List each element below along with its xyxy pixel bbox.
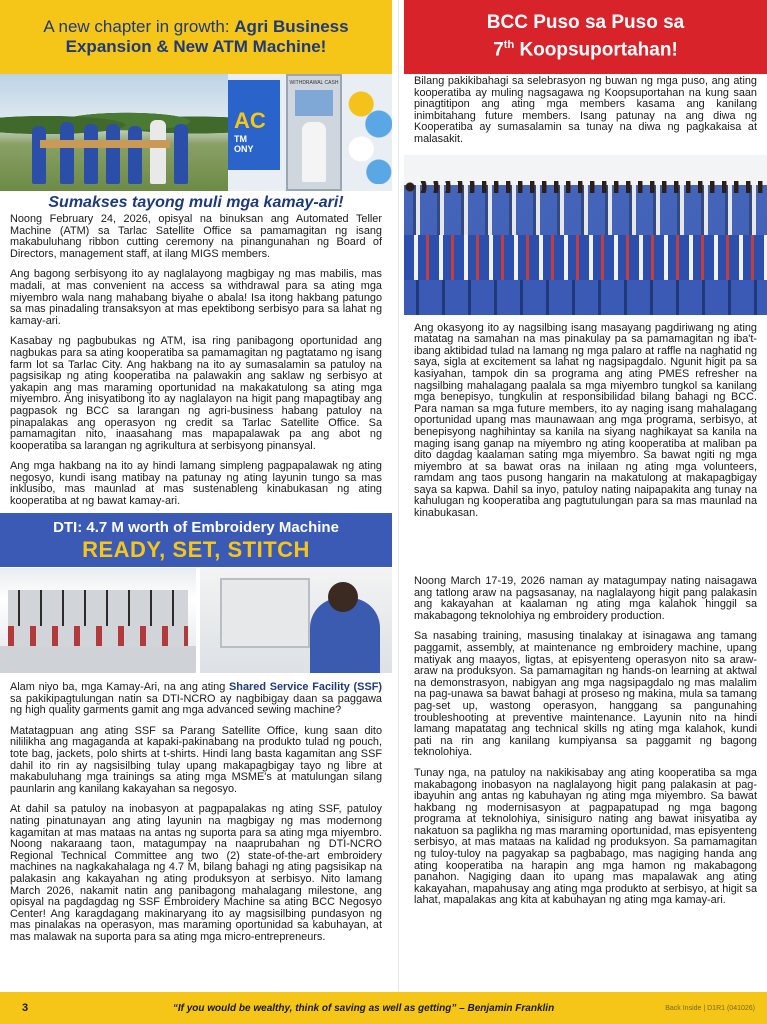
left-column (0, 0, 392, 508)
person (174, 124, 188, 184)
atm-withdrawal-label: WITHDRAWAL CASH (289, 80, 339, 86)
agri-header-bold-2: Expansion & New ATM Machine! (65, 37, 327, 56)
dti-banner (0, 513, 392, 567)
footer-code: Back Inside | D1R1 (041026) (665, 1004, 755, 1012)
embroidery-operator-photo (200, 568, 392, 673)
bcc-paragraph: Ang okasyong ito ay nagsilbing isang masayang pagdiriwang ng ating matatag na samahan na mas pinakulay pa sa pamamagitan ng iba't-ibang aktibidad tulad na lamang ng mga palaro at raffle na naghatid ng saya, sigla at excitement sa lahat ng nagsipagdalo. Ngunit higit pa sa kasiyahan, tampok din sa programa ang ating PMES refresher na nagsilbing mahalagang paalala sa mga miyembro tungkol sa kanilang mga benepisyo, tungkulin at responsibilidad bilang bahagi ng BCC. Para naman sa mga future members, ito ay naging isang mahalagang oportunidad upang mas maunawaan ang mga programa, serbisyo, at benepisyong naghihintay sa kanila na siyang naghikayat sa kanila na maging isang ganap na miyembro ng ating kooperatiba at maliban pa dito dagdag kaalaman sating mga miyembro. Sa bawat ngiti ng mga miyembro at sa bawat oras na inilaan ng ating mga volunteers, ramdam ang taos pusong hangarin na makatulong at makapagbigay saya sa kapwa. Dahil sa inyo, patuloy nating naipapakita ang tunay na kahulugan ng kooperatiba ang pagtutulungan para sa mas maunlad na kinabukasan. (414, 321, 757, 520)
footer-quote: “If you would be wealthy, think of saving as well as getting” – Benjamin Franklin (172, 1002, 555, 1014)
bcc-header-line2 (493, 34, 678, 61)
atm-booth (286, 74, 342, 191)
person (32, 126, 46, 184)
person (150, 120, 166, 184)
dti-paragraph: At dahil sa patuloy na inobasyon at pagpapalakas ng ating SSF, patuloy nating pinatunayan ang ating layunin na magbigay ng mas modernong kagamitan at mas mataas na antas ng suporta para sa ating mga miyembro. Noong nakaraang taon, matagumpay na naaprubahan ng DTI-NCRO Regional Technical Committee ang two (2) state-of-the-art embroidery machines na nagkakahalaga ng 4.7 M, bilang bahagi ng ating pagsisikap na palakasin ang kakayahan ng ating produksyon at serbisyo. Nito lamang March 2026, nakamit natin ang panibagong mahalagang milestone, ang opisyal na pagdagdag ng SSF Embroidery Machine sa ating BCC Negosyo Center! Ang karagdagang makinaryang ito ay magsisilbing pundasyon ng mas pinalakas na operasyon, mas maraming oportunidad sa kabuhayan, at mas malawak na suporta para sa ating mga micro-entrepreneurs. (10, 803, 382, 943)
crowd-middle (404, 235, 767, 280)
bcc-header-line1: BCC Puso sa Puso sa (486, 12, 685, 34)
bcc-header (404, 0, 767, 74)
person-at-atm (302, 122, 326, 182)
balloons (348, 84, 392, 184)
atm-subhead: Sumakses tayong muli mga kamay-ari! (48, 194, 344, 211)
dti-paragraph-1 (0, 682, 392, 717)
person (60, 122, 74, 184)
person (84, 124, 98, 184)
column-divider (398, 0, 399, 992)
operator-head (328, 582, 358, 612)
dti-paragraph: Matatagpuan ang ating SSF sa Parang Satellite Office, kung saan dito nililikha ang magaganda at kapaki-pakinabang na produkto tulad ng pouch, tote bag, jackets, polo shirts at t-shirts. Hindi lang basta kagamitan ang SSF dahil ito rin ay nagsisilbing tulay upang makapagbigay tayo ng libre at makabuluhang mga trainings sa ating mga MSME's at matulungan silang paunlarin ang kanilang kakayahan sa negosyo. (10, 724, 382, 795)
atm-article (0, 214, 392, 508)
machine-heads (8, 590, 188, 626)
atm-paragraph: Ang bagong serbisyong ito ay naglalayong magbigay ng mas mabilis, mas madali, at mas convenient na access sa withdrawal para sa ating mga miyembro wala nang mahabang biyahe o abala! Isa itong hakbang patungo sa mas pinadaling transaksyon at mas epektibong serbisyo para sa lahat ng kamay-ari. (10, 268, 382, 327)
thread-spools (8, 626, 188, 646)
atm-sign-blue (228, 80, 280, 170)
atm-sign-sub: TM (234, 134, 247, 144)
agri-header-normal: A new chapter in growth: (43, 17, 235, 36)
footer (0, 992, 767, 1024)
crowd-front (404, 280, 767, 315)
agri-header-line2 (66, 37, 327, 57)
training-article (404, 576, 767, 907)
atm-paragraph: Ang mga hakbang na ito ay hindi lamang simpleng pagpapalawak ng ating negosyo, kundi isang matibay na patunay ng ating layunin tungo sa mas inklusibo, mas maunlad at mas sustenableng kinabukasan ng ating kooperatiba at ng bawat kamay-ari. (10, 460, 382, 508)
crowd-heads (404, 181, 767, 193)
atm-sign-letters: AC (234, 108, 266, 133)
right-column (404, 0, 767, 520)
embroidery-machines-photo (0, 568, 196, 673)
ssf-highlight: Shared Service Facility (SSF) (229, 681, 382, 693)
dti-p1-after: sa pakikipagtulungan natin sa DTI-NCRO ay nagbibigay daan sa paggawa ng high quality garments gamit ang mga advanced sewing machine? (10, 692, 382, 717)
machine-body (220, 578, 310, 648)
dti-article (0, 682, 392, 943)
atm-paragraph: Noong February 24, 2026, opisyal na binuksan ang Automated Teller Machine (ATM) sa Tarlac Satellite Office sa pamamagitan ng isang makabuluhang ribbon cutting ceremony na pinangunahan ng Board of Directors, management staff, at ilang MIGS members. (10, 213, 382, 260)
bcc-header-rest: Koopsuportahan! (514, 39, 678, 61)
dti-p1-before: Alam niyo ba, mga Kamay-Ari, na ang ating (10, 681, 230, 693)
training-paragraph: Sa nasabing training, masusing tinalakay at isinagawa ang tamang paggamit, assembly, at maintenance ng embroidery machine, upang matiyak ang maayos, ligtas, at episyenteng operasyon nito sa araw-araw na produksyon. Sa pamamagitan ng hands-on learning at aktwal na demonstrasyon, nabigyan ang mga nagsipagdalo ng mas malalim na pag-unawa sa bawat bahagi at proseso ng makina, mula sa tamang pag-set up, wastong operasyon, hanggang sa pangunahing troubleshooting at preventive maintenance. Layunin nito na hindi lamang mapatatag ang technical skills ng ating mga kalahok, kundi pati na rin ang kanilang kumpiyansa sa paggamit ng bagong teknolohiya. (414, 630, 757, 759)
agri-header-bold: Agri Business (234, 17, 349, 36)
page-number: 3 (22, 1002, 29, 1014)
dti-banner-line2: READY, SET, STITCH (82, 536, 310, 562)
machine-table (0, 646, 196, 673)
bcc-header-sup: th (503, 39, 515, 52)
dti-banner-line1: DTI: 4.7 M worth of Embroidery Machine (53, 518, 339, 536)
agri-header (0, 0, 392, 74)
person (106, 124, 120, 184)
person (128, 126, 142, 184)
atm-paragraph: Kasabay ng pagbubukas ng ATM, isa ring panibagong oportunidad ang nagbukas para sa ating kooperatiba sa pamamagitan ng pagtatamo ng isang farm lot sa Tarlac City. Ang hakbang na ito ay sumasalamin sa patuloy na pagsisikap ng ating kooperatiba na palawakin ang saklaw ng serbisyo at yakapin ang mas maraming oportunidad na makakatulong sa ating mga miyembro. Ang inisyatibong ito ay naglalayon na higit pang mapagtibay ang pagpasok ng BCC sa larangan ng agri-business habang patuloy na pinapalakas ang operasyon ng credit sa Tarlac Satellite Office. Sa pamamagitan nito, inaasahang mas mapapalawak pa ang abot ng kooperatiba sa larangan ng agrikultura at serbisyong pinansyal. (10, 335, 382, 452)
embroidery-photos (0, 568, 392, 673)
atm-ribbon-photo (0, 74, 392, 191)
atm-machine (228, 74, 392, 191)
koopsuportahan-group-photo (404, 155, 767, 315)
training-paragraph: Noong March 17-19, 2026 naman ay matagumpay nating naisagawa ang tatlong araw na pagsasanay, na naglalayong higit pang palakasin ang kakayahan at kaalaman ng ating mga kalahok hinggil sa makabagong teknolohiya ng embroidery production. (414, 575, 757, 622)
atm-sign-sub2: ONY (234, 144, 254, 154)
agri-header-line1 (43, 17, 348, 37)
training-paragraph: Tunay nga, na patuloy na nakikisabay ang ating kooperatiba sa mga makabagong inobasyon na naglalayong higit pang palakasin at pag-ibayuhin ang antas ng kabuhayan ng ating mga miyembro. Sa bawat hakbang ng modernisasyon at pagpapatupad ng mga bagong programa at teknolohiya, sinisiguro nating ang bawat inisyatiba ay nakatuon sa paglikha ng mas maraming oportunidad, mas episyenteng serbisyo, at mas mataas na kalidad ng produksyon. Sa pamamagitan ng tuloy-tuloy na pagyakap sa pagbabago, mas nagiging handa ang ating kooperatiba na harapin ang mga hamon ng makabagong panahon. Nagiging daan ito upang mas mapalawak ang ating kakayahan, mapahusay ang ating mga produkto at serbisyo, at higit sa lahat, mapalakas ang kita at kabuhayan ng ating mga kamay-ari. (414, 766, 757, 907)
box (40, 140, 170, 148)
bcc-header-num: 7 (493, 39, 504, 61)
bcc-paragraph: Bilang pakikibahagi sa selebrasyon ng buwan ng mga puso, ang ating kooperatiba ay muling nagsagawa ng Koopsuportahan na kung saan pinagtitipon ang ating mga members kasama ang kanilang inimbitahang future members. Isang patunay na ang diwa ng Kooperatiba ay sumasalamin sa tunay na diwa ng pagkakaisa at malasakit. (414, 75, 757, 145)
atm-screen (295, 90, 333, 116)
